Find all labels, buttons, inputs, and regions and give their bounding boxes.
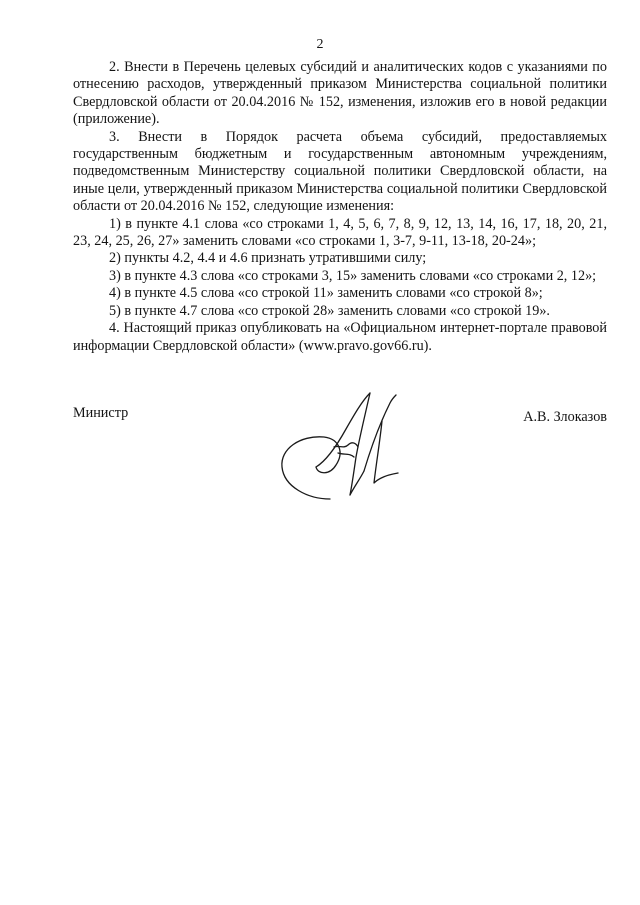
paragraph-item-3: 3. Внести в Порядок расчета объема субсидий, предоставляемых государственным бюджетным и государственным автономным учреждениям, подведомственным Министерству социальной политики Свердловской области, на иные цели, утвержденный приказом Министерства социальной политики Свердловской области от 20.04.2016 № 152, следующие изменения: [73,128,607,215]
subitem-3: 3) в пункте 4.3 слова «со строками 3, 15» заменить словами «со строками 2, 12»; [109,267,597,284]
page-number: 2 [316,37,324,52]
handwritten-signature [278,391,418,503]
document-body [73,59,607,355]
subitem-5: 5) в пункте 4.7 слова «со строкой 28» заменить словами «со строкой 19». [109,302,550,319]
signer-name: А.В. Злоказов [523,409,607,425]
subitem-1: 1) в пункте 4.1 слова «со строками 1, 4, 5, 6, 7, 8, 9, 12, 13, 14, 16, 17, 18, 20, 21, 23, 24, 25, 26, 27» заменить словами «со строками 1, 3-7, 9-11, 13-18, 20-24»; [73,215,607,250]
subitem-4: 4) в пункте 4.5 слова «со строкой 11» заменить словами «со строкой 8»; [109,285,543,302]
signer-title: Министр [73,405,129,421]
paragraph-item-2: 2. Внести в Перечень целевых субсидий и аналитических кодов с указаниями по отнесению расходов, утвержденный приказом Министерства социальной политики Свердловской области от 20.04.2016 № 152, изменения, изложив его в новой редакции (приложение). [73,59,607,128]
paragraph-item-4: 4. Настоящий приказ опубликовать на «Официальном интернет-портале правовой информации Свердловской области» (www.pravo.gov66.ru). [73,320,607,354]
subitem-2: 2) пункты 4.2, 4.4 и 4.6 признать утратившими силу; [109,250,427,267]
signature-block [73,403,607,523]
